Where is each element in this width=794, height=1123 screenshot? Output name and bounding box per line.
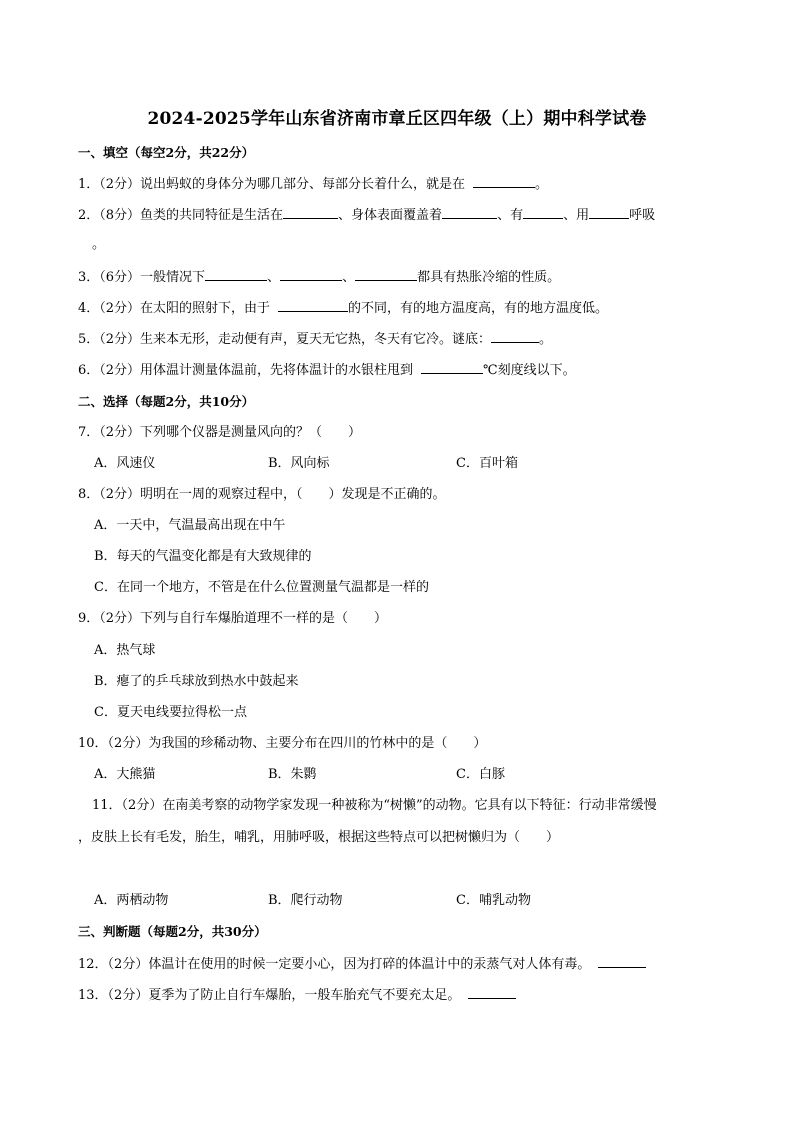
question-12 <box>78 955 646 974</box>
answer-blank[interactable] <box>598 955 646 968</box>
question-text: ℃刻度线以下。 <box>483 363 576 378</box>
question-text: 、身体表面覆盖着 <box>338 208 443 223</box>
question-8: 8．（2分）明明在一周的观察过程中，（ ）发现是不正确的。 <box>78 487 446 502</box>
answer-blank[interactable] <box>468 986 516 999</box>
question-6 <box>78 361 576 380</box>
question-13 <box>78 986 516 1005</box>
answer-blank[interactable] <box>523 206 563 219</box>
question-9: 9．（2分）下列与自行车爆胎道理不一样的是（ ） <box>78 611 388 626</box>
answer-blank[interactable] <box>355 268 417 281</box>
question-10: 10．（2分）为我国的珍稀动物、主要分布在四川的竹林中的是（ ） <box>78 736 487 751</box>
option-a[interactable]: A．热气球 <box>94 643 156 658</box>
question-3 <box>78 268 560 287</box>
question-text: 5．（2分）生来本无形，走动便有声，夏天无它热，冬天有它冷。谜底： <box>78 332 492 347</box>
option-c[interactable]: C．在同一个地方，不管是在什么位置测量气温都是一样的 <box>94 580 429 595</box>
question-text: 呼吸 <box>629 208 656 223</box>
question-text: 6．（2分）用体温计测量体温前，先将体温计的水银柱甩到 <box>78 363 414 378</box>
option-c[interactable]: C．哺乳动物 <box>456 893 531 908</box>
answer-blank[interactable] <box>589 206 629 219</box>
question-4 <box>78 299 608 318</box>
option-b[interactable]: B．朱鹮 <box>268 767 317 782</box>
answer-blank[interactable] <box>473 175 535 188</box>
question-text: 。 <box>539 332 553 347</box>
option-c[interactable]: C．白豚 <box>456 767 505 782</box>
option-b[interactable]: B．每天的气温变化都是有大致规律的 <box>94 549 312 564</box>
option-c[interactable]: C．夏天电线要拉得松一点 <box>94 705 247 720</box>
question-text: 12．（2分）体温计在使用的时候一定要小心，因为打碎的体温计中的汞蒸气对人体有毒。 <box>78 957 591 972</box>
question-text: 的不同，有的地方温度高，有的地方温度低。 <box>348 301 609 316</box>
question-text: 、 <box>342 270 356 285</box>
question-text: 。 <box>535 177 549 192</box>
answer-blank[interactable] <box>421 361 483 374</box>
question-text: 1．（2分）说出蚂蚁的身体分为哪几部分、每部分长着什么，就是在 <box>78 177 466 192</box>
section-heading-true-false: 三、判断题（每题2分，共30分） <box>78 924 267 939</box>
question-text: 都具有热胀冷缩的性质。 <box>417 270 561 285</box>
question-2 <box>78 206 655 225</box>
question-text: 4．（2分）在太阳的照射下，由于 <box>78 301 271 316</box>
answer-blank[interactable] <box>491 330 539 343</box>
option-b[interactable]: B．瘪了的乒乓球放到热水中鼓起来 <box>94 674 299 689</box>
question-text: 3．（6分）一般情况下 <box>78 270 206 285</box>
option-c[interactable]: C．百叶箱 <box>456 456 518 471</box>
option-a[interactable]: A．一天中，气温最高出现在中午 <box>94 518 286 533</box>
option-a[interactable]: A．大熊猫 <box>94 767 156 782</box>
page-title: 2024-2025学年山东省济南市章丘区四年级（上）期中科学试卷 <box>147 109 647 129</box>
question-text: 、有 <box>497 208 524 223</box>
question-5 <box>78 330 552 349</box>
question-text: 、 <box>267 270 281 285</box>
option-b[interactable]: B．风向标 <box>268 456 330 471</box>
answer-blank[interactable] <box>278 299 348 312</box>
option-a[interactable]: A．风速仪 <box>94 456 156 471</box>
answer-blank[interactable] <box>205 268 267 281</box>
question-text: 13．（2分）夏季为了防止自行车爆胎，一般车胎充气不要充太足。 <box>78 988 461 1003</box>
answer-blank[interactable] <box>442 206 497 219</box>
answer-blank[interactable] <box>280 268 342 281</box>
question-text: 2．（8分）鱼类的共同特征是生活在 <box>78 208 284 223</box>
answer-blank[interactable] <box>283 206 338 219</box>
question-text: 、用 <box>563 208 590 223</box>
option-b[interactable]: B．爬行动物 <box>268 893 343 908</box>
question-11: 11．（2分）在南美考察的动物学家发现一种被称为“树懒”的动物。它具有以下特征：行动非常缓慢 <box>92 798 657 813</box>
question-1 <box>78 175 548 194</box>
question-11-continuation: ，皮肤上长有毛发，胎生，哺乳，用肺呼吸，根据这些特点可以把树懒归为（ ） <box>78 830 560 845</box>
question-2-continuation: 。 <box>92 237 106 252</box>
option-a[interactable]: A．两栖动物 <box>94 893 169 908</box>
section-heading-choice: 二、选择（每题2分，共10分） <box>78 394 255 409</box>
question-7: 7．（2分）下列哪个仪器是测量风向的？（ ） <box>78 425 362 440</box>
section-heading-fill-in: 一、填空（每空2分，共22分） <box>78 145 255 160</box>
